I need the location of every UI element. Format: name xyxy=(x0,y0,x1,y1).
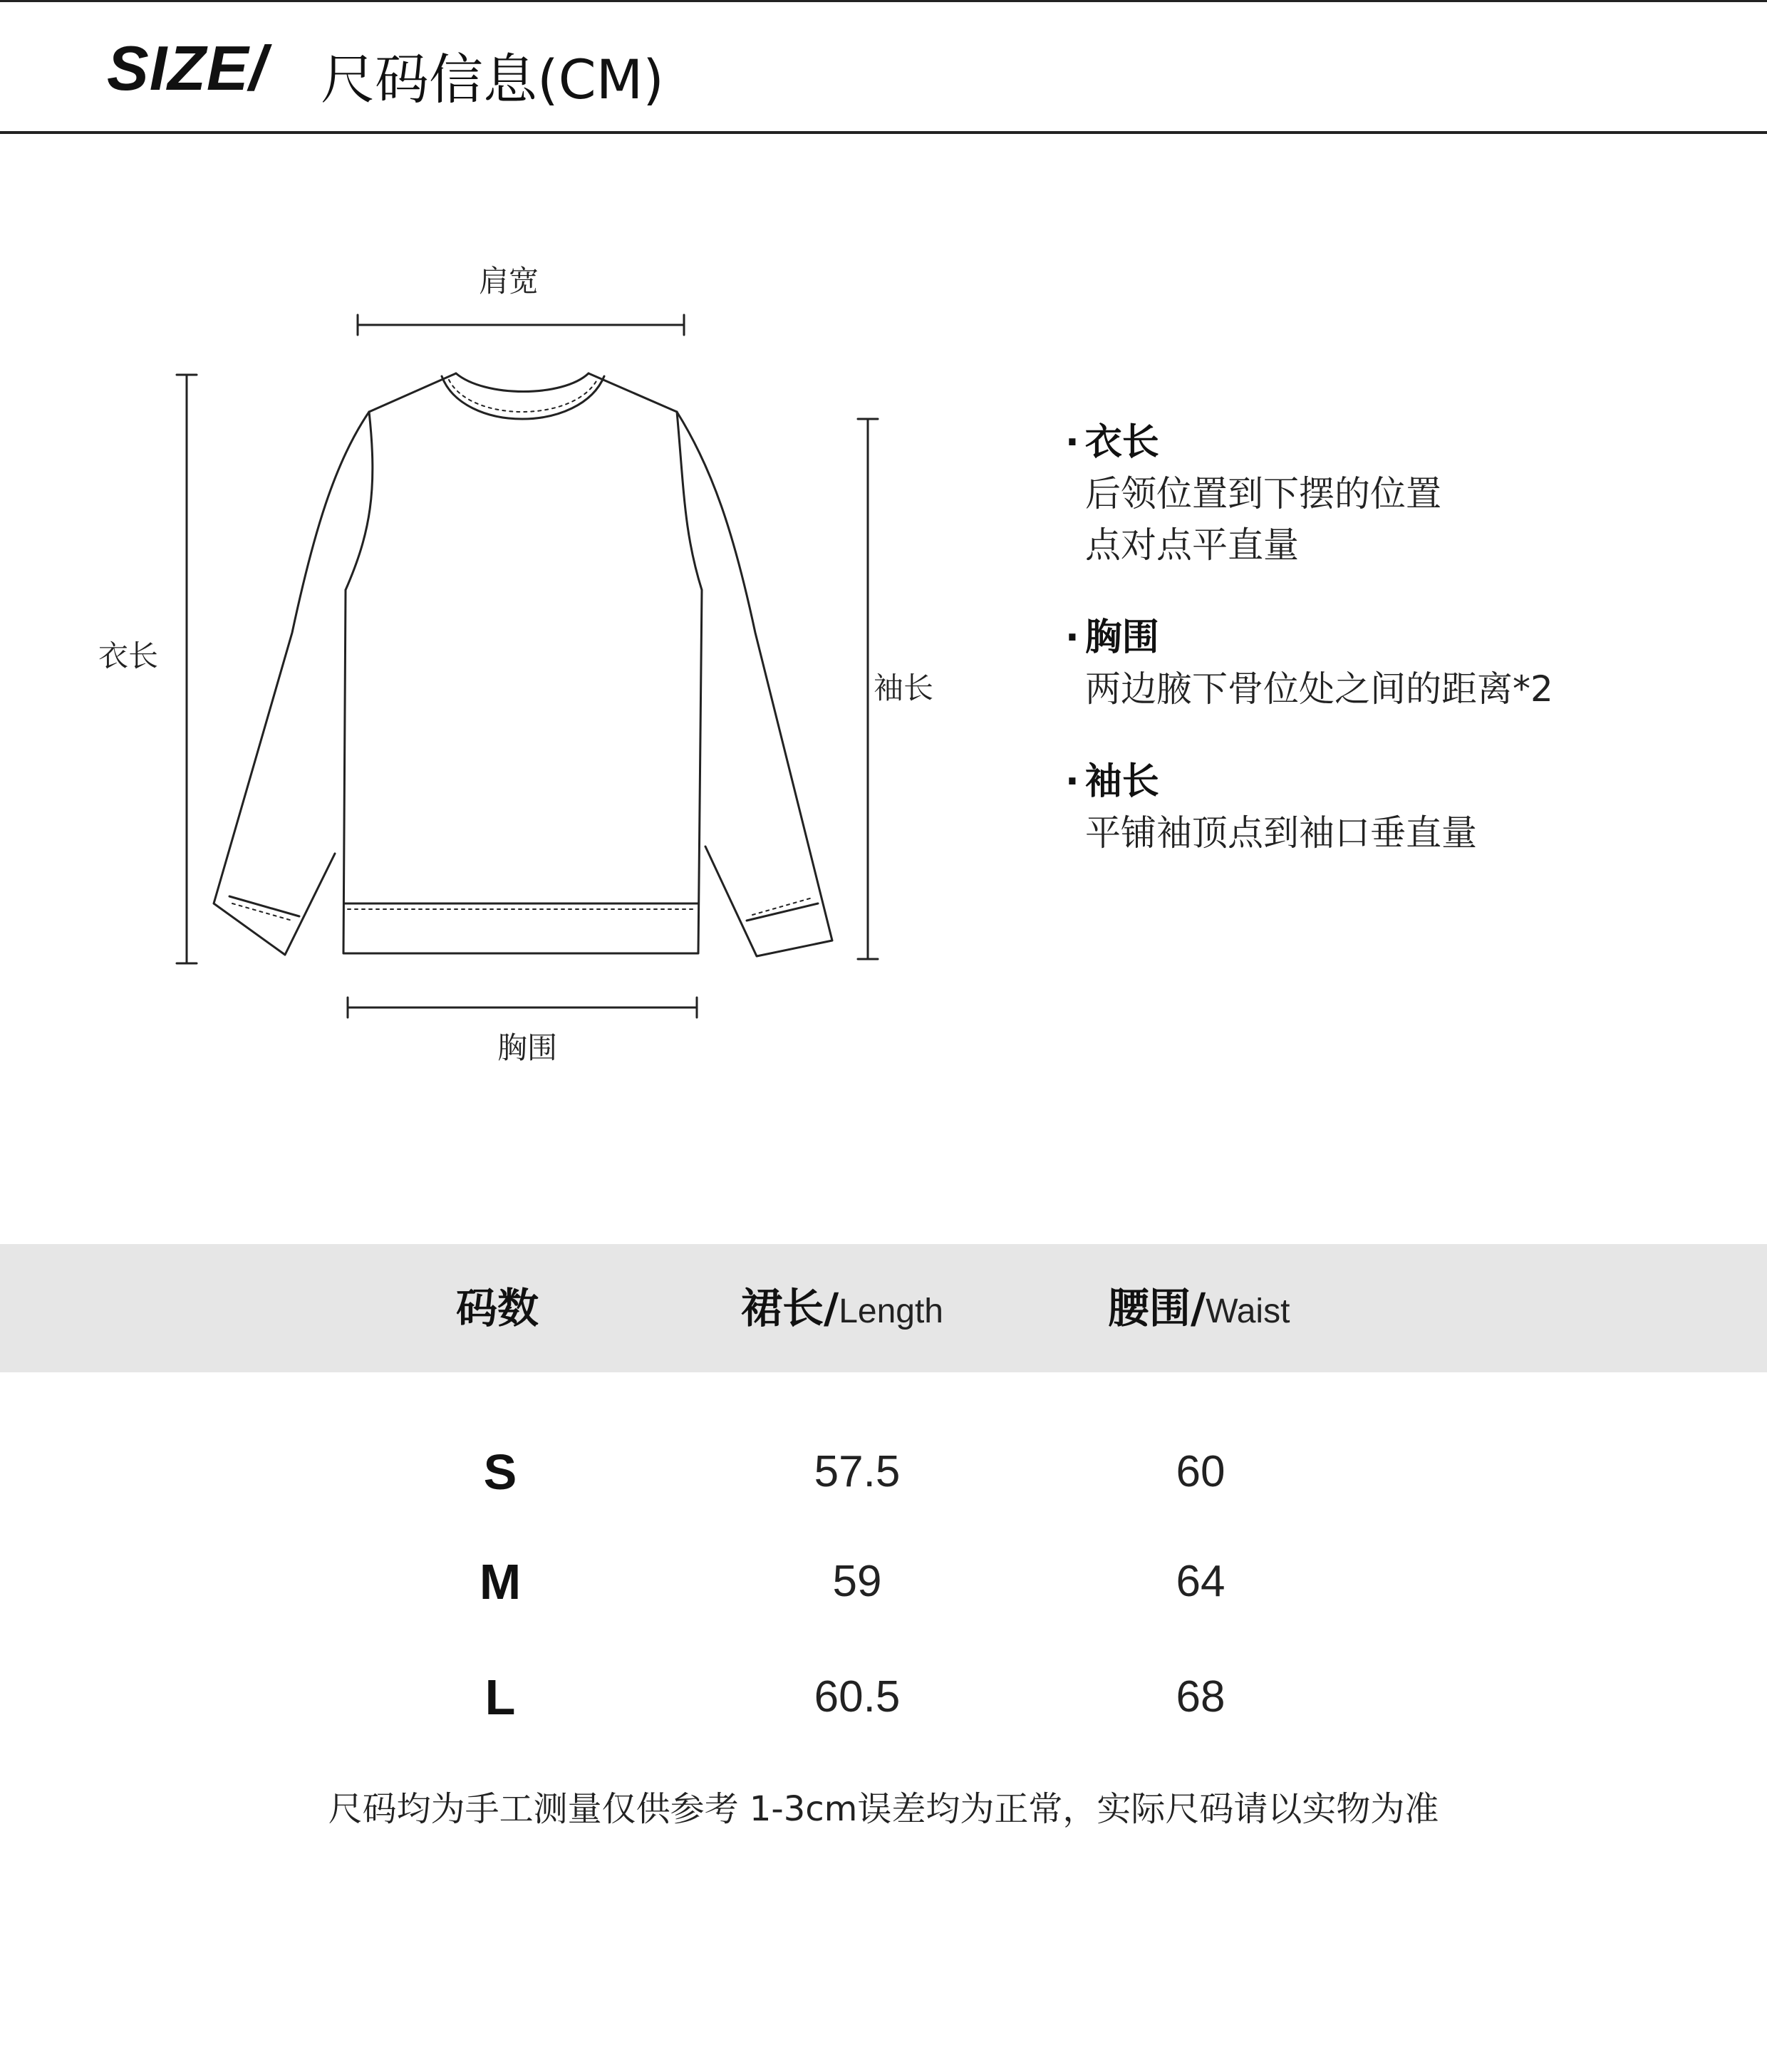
cell-length: 57.5 xyxy=(814,1447,901,1496)
length-dimension-line xyxy=(177,375,197,963)
sleeve-label: 袖长 xyxy=(874,670,934,705)
note-line: 后领位置到下摆的位置 xyxy=(1085,473,1441,514)
page-header xyxy=(0,2,1767,132)
cell-waist: 68 xyxy=(1176,1672,1226,1721)
cell-waist: 64 xyxy=(1176,1557,1226,1606)
cell-length: 59 xyxy=(832,1557,882,1606)
note-line: 平铺袖顶点到袖口垂直量 xyxy=(1085,812,1477,854)
header-waist: 腰围/Waist xyxy=(1108,1284,1290,1332)
title-cn: 尺码信息(CM) xyxy=(321,48,664,111)
header-length: 裙长/Length xyxy=(741,1284,943,1332)
table-row xyxy=(0,1654,1767,1740)
sweater-outline xyxy=(214,373,832,956)
bullet: · xyxy=(1065,760,1079,803)
note-sleeve xyxy=(1065,756,1706,859)
cell-waist: 60 xyxy=(1176,1447,1226,1496)
shoulder-dimension-line xyxy=(358,315,684,335)
note-title: 袖长 xyxy=(1084,760,1159,803)
shoulder-label: 肩宽 xyxy=(479,264,539,299)
cell-size: M xyxy=(479,1554,522,1610)
note-chest xyxy=(1065,612,1706,715)
note-line: 点对点平直量 xyxy=(1085,524,1299,566)
cell-size: L xyxy=(484,1669,516,1725)
bullet: · xyxy=(1065,421,1079,464)
note-title: 衣长 xyxy=(1084,421,1159,464)
note-line: 两边腋下骨位处之间的距离*2 xyxy=(1085,668,1553,710)
table-row xyxy=(0,1539,1767,1625)
note-title: 胸围 xyxy=(1084,616,1159,659)
footnote: 尺码均为手工测量仅供参考 1-3cm误差均为正常，实际尺码请以实物为准 xyxy=(328,1789,1439,1829)
table-row xyxy=(0,1429,1767,1515)
title-en: SIZE/ xyxy=(107,33,268,103)
size-table-header xyxy=(0,1244,1767,1372)
header-size: 码数 xyxy=(456,1284,539,1332)
cell-size: S xyxy=(483,1444,517,1500)
chest-dimension-line xyxy=(348,998,697,1017)
bullet: · xyxy=(1065,616,1079,659)
measurement-notes xyxy=(1065,417,1706,900)
chest-label: 胸围 xyxy=(497,1030,558,1065)
cell-length: 60.5 xyxy=(814,1672,901,1721)
length-label: 衣长 xyxy=(98,638,159,673)
note-length xyxy=(1065,417,1706,571)
